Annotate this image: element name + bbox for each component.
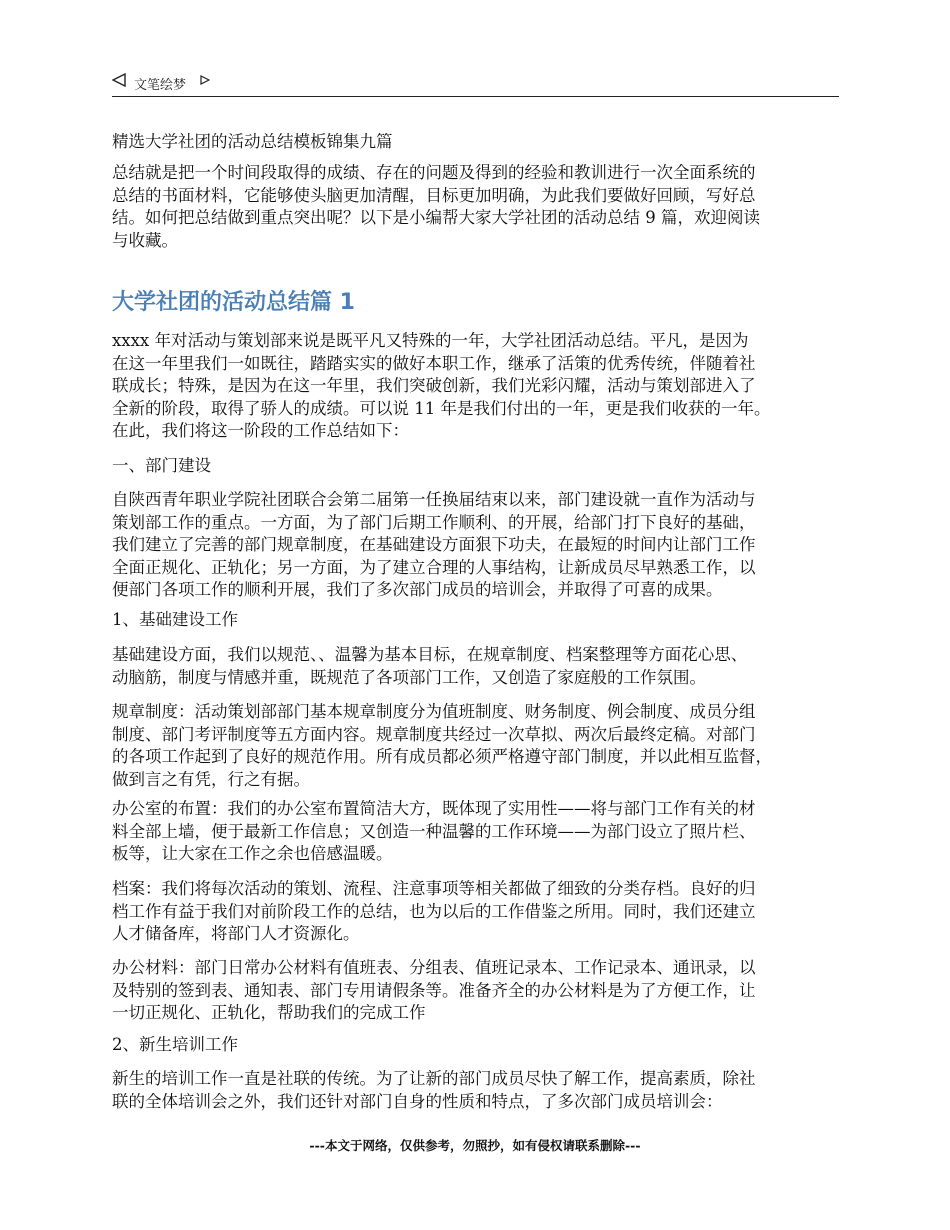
- text-line: 在这一年里我们一如既往，踏踏实实的做好本职工作，继承了活策的优秀传统，伴随着社: [112, 353, 756, 373]
- text-line: 2、新生培训工作: [112, 1035, 238, 1054]
- text-line: 联的全体培训会之外，我们还针对部门自身的性质和特点，了多次部门成员培训会：: [112, 1091, 723, 1111]
- text-line: 与收藏。: [112, 230, 178, 250]
- text-line: 动脑筋，制度与情感并重，既规范了各项部门工作，又创造了家庭般的工作氛围。: [112, 667, 706, 687]
- text-line: 一切正规化、正轨化，帮助我们的完成工作: [112, 1003, 426, 1022]
- subheading-1: [112, 455, 847, 478]
- triangle-left-icon: [112, 73, 126, 87]
- text-line: 档工作有益于我们对前阶段工作的总结，也为以后的工作借鉴之所用。同时，我们还建立: [112, 901, 756, 921]
- text-line: 板等，让大家在工作之余也倍感温暖。: [112, 844, 393, 863]
- text-line: 结。如何把总结做到重点突出呢？以下是小编帮大家大学社团的活动总结 9 篇，欢迎阅读: [112, 208, 760, 227]
- text-line: 1、基础建设工作: [112, 610, 238, 629]
- text-line: 策划部工作的重点。一方面，为了部门后期工作顺利、的开展，给部门打下良好的基础，: [112, 512, 756, 532]
- text-line: 办公室的布置：我们的办公室布置简洁大方，既体现了实用性——将与部门工作有关的材: [112, 799, 756, 818]
- text-line: 我们建立了完善的部门规章制度，在基础建设方面狠下功夫，在最短的时间内让部门工作: [112, 535, 756, 554]
- intro-paragraph: [112, 162, 847, 252]
- text-line: 的各项工作起到了良好的规范作用。所有成员都必须严格遵守部门制度，并以此相互监督，: [112, 747, 772, 766]
- subheading-3: [112, 1034, 847, 1057]
- page-header: [112, 70, 839, 97]
- header-brand: 文笔绘梦: [134, 78, 187, 93]
- text-line: 制度、部门考评制度等五方面内容。规章制度共经过一次草拟、两次后最终定稿。对部门: [112, 724, 756, 744]
- text-line: 基础建设方面，我们以规范、、温馨为基本目标，在规章制度、档案整理等方面花心思、: [112, 645, 748, 664]
- text-line: 新生的培训工作一直是社联的传统。为了让新的部门成员尽快了解工作，提高素质，除社: [112, 1069, 756, 1088]
- text-line: 办公材料：部门日常办公材料有值班表、分组表、值班记录本、工作记录本、通讯录，以: [112, 958, 756, 977]
- text-line: 档案：我们将每次活动的策划、流程、注意事项等相关都做了细致的分类存档。良好的归: [112, 879, 756, 898]
- text-line: 便部门各项工作的顺利开展，我们了多次部门成员的培训会，并取得了可喜的成果。: [112, 580, 723, 599]
- text-line: 自陕西青年职业学院社团联合会第二届第一任换届结束以来，部门建设就一直作为活动与: [112, 490, 756, 509]
- text-line: 一、部门建设: [112, 456, 211, 475]
- paragraph-6: [112, 878, 847, 946]
- page-footer: ---本文于网络，仅供参考，勿照抄，如有侵权请联系删除---: [309, 1138, 641, 1153]
- text-line: 人才储备库，将部门人才资源化。: [112, 924, 360, 943]
- paragraph-4: [112, 701, 847, 791]
- text-line: 规章制度：活动策划部部门基本规章制度分为值班制度、财务制度、例会制度、成员分组: [112, 702, 756, 721]
- paragraph-5: [112, 798, 847, 866]
- paragraph-7: [112, 957, 847, 1025]
- paragraph-1: [112, 330, 847, 443]
- section-heading: 大学社团的活动总结篇 1: [112, 290, 355, 315]
- text-line: 料全部上墙，便于最新工作信息；又创造一种温馨的工作环境——为部门设立了照片栏、: [112, 821, 756, 841]
- text-line: 全面正规化、正轨化；另一方面，为了建立合理的人事结构，让新成员尽早熟悉工作，以: [112, 557, 756, 577]
- document-title: 精选大学社团的活动总结模板锦集九篇: [112, 132, 393, 151]
- paragraph-2: [112, 489, 847, 602]
- subheading-2: [112, 609, 847, 632]
- text-line: 联成长；特殊，是因为在这一年里，我们突破创新，我们光彩闪耀，活动与策划部进入了: [112, 376, 756, 395]
- text-line: 在此，我们将这一阶段的工作总结如下：: [112, 421, 409, 440]
- text-line: 全新的阶段，取得了骄人的成绩。可以说 11 年是我们付出的一年，更是我们收获的一年。: [112, 398, 771, 418]
- text-line: 及特别的签到表、通知表、部门专用请假条等。准备齐全的办公材料是为了方便工作，让: [112, 980, 756, 1000]
- text-line: 做到言之有凭，行之有据。: [112, 769, 310, 789]
- text-line: xxxx 年对活动与策划部来说是既平凡又特殊的一年，大学社团活动总结。平凡，是因为: [112, 331, 749, 350]
- triangle-right-icon: [200, 75, 210, 85]
- paragraph-3: [112, 644, 847, 689]
- paragraph-8: [112, 1068, 847, 1113]
- text-line: 总结就是把一个时间段取得的成绩、存在的问题及得到的经验和教训进行一次全面系统的: [112, 163, 756, 182]
- text-line: 总结的书面材料，它能够使头脑更加清醒，目标更加明确，为此我们要做好回顾，写好总: [112, 185, 756, 205]
